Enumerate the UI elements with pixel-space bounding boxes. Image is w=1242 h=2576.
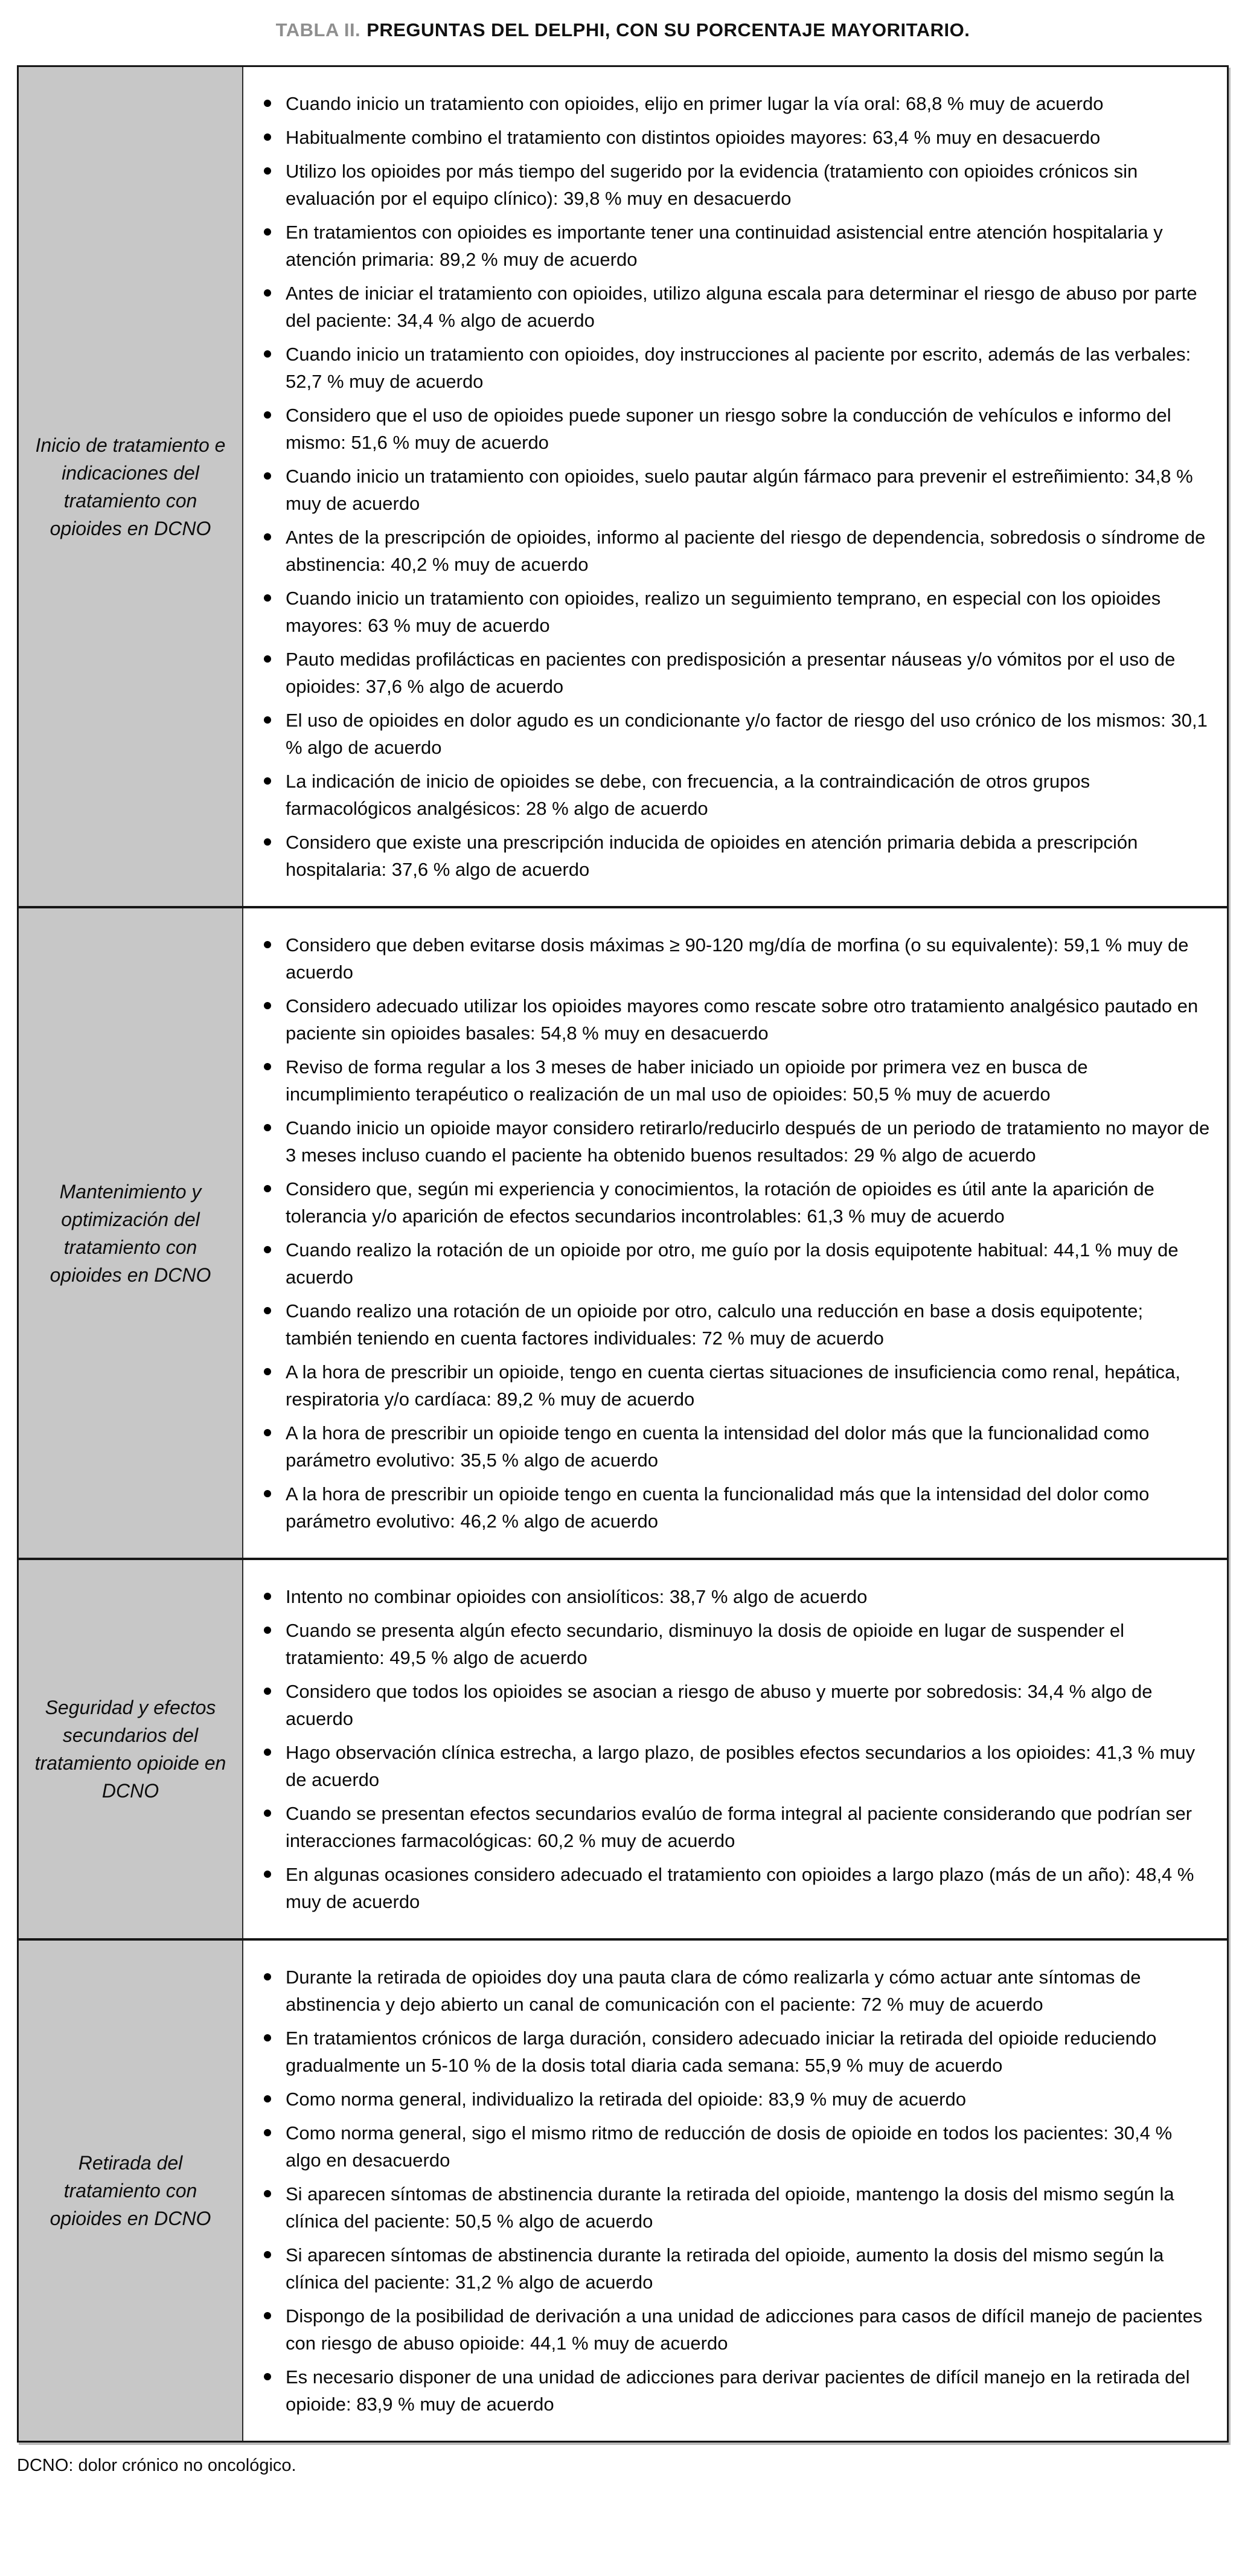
- bullet-item: Intento no combinar opioides con ansiolíticos: 38,7 % algo de acuerdo: [259, 1583, 1211, 1610]
- bullet-item: Dispongo de la posibilidad de derivación a una unidad de adicciones para casos de difícil manejo de pacientes con riesgo de abuso opioide: 44,1 % muy de acuerdo: [259, 2302, 1211, 2357]
- bullet-item: Si aparecen síntomas de abstinencia durante la retirada del opioide, aumento la dosis del mismo según la clínica del paciente: 31,2 % algo de acuerdo: [259, 2241, 1211, 2296]
- section-row: [19, 1558, 1227, 1938]
- section-label-cell: [19, 1941, 243, 2441]
- table-title-text: PREGUNTAS DEL DELPHI, CON SU PORCENTAJE MAYORITARIO.: [367, 19, 970, 40]
- bullet-item: Cuando se presentan efectos secundarios evalúo de forma integral al paciente considerando que podrían ser interacciones farmacológicas: 60,2 % muy de acuerdo: [259, 1800, 1211, 1854]
- bullet-item: A la hora de prescribir un opioide, tengo en cuenta ciertas situaciones de insuficiencia como renal, hepática, respiratoria y/o cardíaca: 89,2 % muy de acuerdo: [259, 1358, 1211, 1413]
- bullet-item: En tratamientos crónicos de larga duración, considero adecuado iniciar la retirada del opioide reduciendo gradualmente un 5-10 % de la dosis total diaria cada semana: 55,9 % muy de acuerdo: [259, 2025, 1211, 2079]
- bullet-item: Considero que todos los opioides se asocian a riesgo de abuso y muerte por sobredosis: 34,4 % algo de acuerdo: [259, 1678, 1211, 1732]
- bullet-list: [259, 90, 1211, 883]
- bullet-item: Hago observación clínica estrecha, a largo plazo, de posibles efectos secundarios a los opioides: 41,3 % muy de acuerdo: [259, 1739, 1211, 1793]
- section-content-cell: [243, 1560, 1227, 1938]
- bullet-item: Utilizo los opioides por más tiempo del sugerido por la evidencia (tratamiento con opioides crónicos sin evaluación por el equipo clínico): 39,8 % muy en desacuerdo: [259, 158, 1211, 212]
- section-label: Mantenimiento y optimización del tratamiento con opioides en DCNO: [50, 1180, 211, 1286]
- section-row: [19, 1938, 1227, 2441]
- bullet-item: Cuando inicio un tratamiento con opioides, suelo pautar algún fármaco para prevenir el estreñimiento: 34,8 % muy de acuerdo: [259, 463, 1211, 517]
- bullet-list: [259, 931, 1211, 1535]
- bullet-item: Cuando realizo la rotación de un opioide por otro, me guío por la dosis equipotente habitual: 44,1 % muy de acuerdo: [259, 1236, 1211, 1291]
- bullet-item: Considero adecuado utilizar los opioides mayores como rescate sobre otro tratamiento analgésico pautado en paciente sin opioides basales: 54,8 % muy en desacuerdo: [259, 992, 1211, 1047]
- bullet-item: Antes de iniciar el tratamiento con opioides, utilizo alguna escala para determinar el riesgo de abuso por parte del paciente: 34,4 % algo de acuerdo: [259, 280, 1211, 334]
- section-row: [19, 67, 1227, 906]
- bullet-item: Antes de la prescripción de opioides, informo al paciente del riesgo de dependencia, sobredosis o síndrome de abstinencia: 40,2 % muy de acuerdo: [259, 524, 1211, 578]
- bullet-item: Cuando se presenta algún efecto secundario, disminuyo la dosis de opioide en lugar de suspender el tratamiento: 49,5 % algo de acuerdo: [259, 1617, 1211, 1671]
- bullet-item: A la hora de prescribir un opioide tengo en cuenta la intensidad del dolor más que la funcionalidad como parámetro evolutivo: 35,5 % algo de acuerdo: [259, 1419, 1211, 1474]
- bullet-list: [259, 1583, 1211, 1915]
- table-footnote: DCNO: dolor crónico no oncológico.: [17, 2456, 296, 2475]
- bullet-item: Cuando inicio un tratamiento con opioides, doy instrucciones al paciente por escrito, además de las verbales: 52,7 % muy de acuerdo: [259, 341, 1211, 395]
- section-content-cell: [243, 908, 1227, 1558]
- bullet-item: Habitualmente combino el tratamiento con distintos opioides mayores: 63,4 % muy en desacuerdo: [259, 124, 1211, 151]
- bullet-item: Cuando realizo una rotación de un opioide por otro, calculo una reducción en base a dosis equipotente; también teniendo en cuenta factores individuales: 72 % muy de acuerdo: [259, 1297, 1211, 1352]
- table-title: [17, 19, 1229, 41]
- bullet-item: Como norma general, individualizo la retirada del opioide: 83,9 % muy de acuerdo: [259, 2086, 1211, 2113]
- bullet-item: Considero que el uso de opioides puede suponer un riesgo sobre la conducción de vehículos e informo del mismo: 51,6 % muy de acuerdo: [259, 402, 1211, 456]
- bullet-item: En tratamientos con opioides es importante tener una continuidad asistencial entre atención hospitalaria y atención primaria: 89,2 % muy de acuerdo: [259, 219, 1211, 273]
- section-row: [19, 906, 1227, 1558]
- bullet-item: Si aparecen síntomas de abstinencia durante la retirada del opioide, mantengo la dosis del mismo según la clínica del paciente: 50,5 % algo de acuerdo: [259, 2180, 1211, 2235]
- section-label-cell: [19, 67, 243, 906]
- bullet-item: Considero que deben evitarse dosis máximas ≥ 90-120 mg/día de morfina (o su equivalente): 59,1 % muy de acuerdo: [259, 931, 1211, 986]
- bullet-item: Cuando inicio un opioide mayor considero retirarlo/reducirlo después de un periodo de tratamiento no mayor de 3 meses incluso cuando el paciente ha obtenido buenos resultados: 29 % algo de acuerdo: [259, 1114, 1211, 1169]
- section-label-cell: [19, 908, 243, 1558]
- bullet-item: La indicación de inicio de opioides se debe, con frecuencia, a la contraindicación de otros grupos farmacológicos analgésicos: 28 % algo de acuerdo: [259, 768, 1211, 822]
- bullet-item: Durante la retirada de opioides doy una pauta clara de cómo realizarla y cómo actuar ante síntomas de abstinencia y dejo abierto un canal de comunicación con el paciente: 72 % muy de acuerdo: [259, 1964, 1211, 2018]
- table-title-number: TABLA II.: [275, 19, 361, 40]
- section-label: Inicio de tratamiento e indicaciones del tratamiento con opioides en DCNO: [35, 434, 226, 539]
- delphi-table: [17, 65, 1229, 2443]
- bullet-list: [259, 1964, 1211, 2418]
- bullet-item: Considero que existe una prescripción inducida de opioides en atención primaria debida a prescripción hospitalaria: 37,6 % algo de acuerdo: [259, 829, 1211, 883]
- bullet-item: Pauto medidas profilácticas en pacientes con predisposición a presentar náuseas y/o vómitos por el uso de opioides: 37,6 % algo de acuerdo: [259, 646, 1211, 700]
- bullet-item: A la hora de prescribir un opioide tengo en cuenta la funcionalidad más que la intensidad del dolor como parámetro evolutivo: 46,2 % algo de acuerdo: [259, 1480, 1211, 1535]
- bullet-item: Considero que, según mi experiencia y conocimientos, la rotación de opioides es útil ante la aparición de tolerancia y/o aparición de efectos secundarios incontrolables: 61,3 % muy de acuerdo: [259, 1175, 1211, 1230]
- bullet-item: Como norma general, sigo el mismo ritmo de reducción de dosis de opioide en todos los pacientes: 30,4 % algo en desacuerdo: [259, 2119, 1211, 2174]
- bullet-item: En algunas ocasiones considero adecuado el tratamiento con opioides a largo plazo (más de un año): 48,4 % muy de acuerdo: [259, 1861, 1211, 1915]
- bullet-item: Reviso de forma regular a los 3 meses de haber iniciado un opioide por primera vez en busca de incumplimiento terapéutico o realización de un mal uso de opioides: 50,5 % muy de acuerdo: [259, 1053, 1211, 1108]
- bullet-item: El uso de opioides en dolor agudo es un condicionante y/o factor de riesgo del uso crónico de los mismos: 30,1 % algo de acuerdo: [259, 707, 1211, 761]
- section-content-cell: [243, 67, 1227, 906]
- section-label: Retirada del tratamiento con opioides en DCNO: [50, 2152, 211, 2229]
- section-label: Seguridad y efectos secundarios del tratamiento opioide en DCNO: [34, 1697, 226, 1802]
- section-label-cell: [19, 1560, 243, 1938]
- bullet-item: Cuando inicio un tratamiento con opioides, realizo un seguimiento temprano, en especial con los opioides mayores: 63 % muy de acuerdo: [259, 585, 1211, 639]
- bullet-item: Cuando inicio un tratamiento con opioides, elijo en primer lugar la vía oral: 68,8 % muy de acuerdo: [259, 90, 1211, 117]
- section-content-cell: [243, 1941, 1227, 2441]
- bullet-item: Es necesario disponer de una unidad de adicciones para derivar pacientes de difícil manejo en la retirada del opioide: 83,9 % muy de acuerdo: [259, 2363, 1211, 2418]
